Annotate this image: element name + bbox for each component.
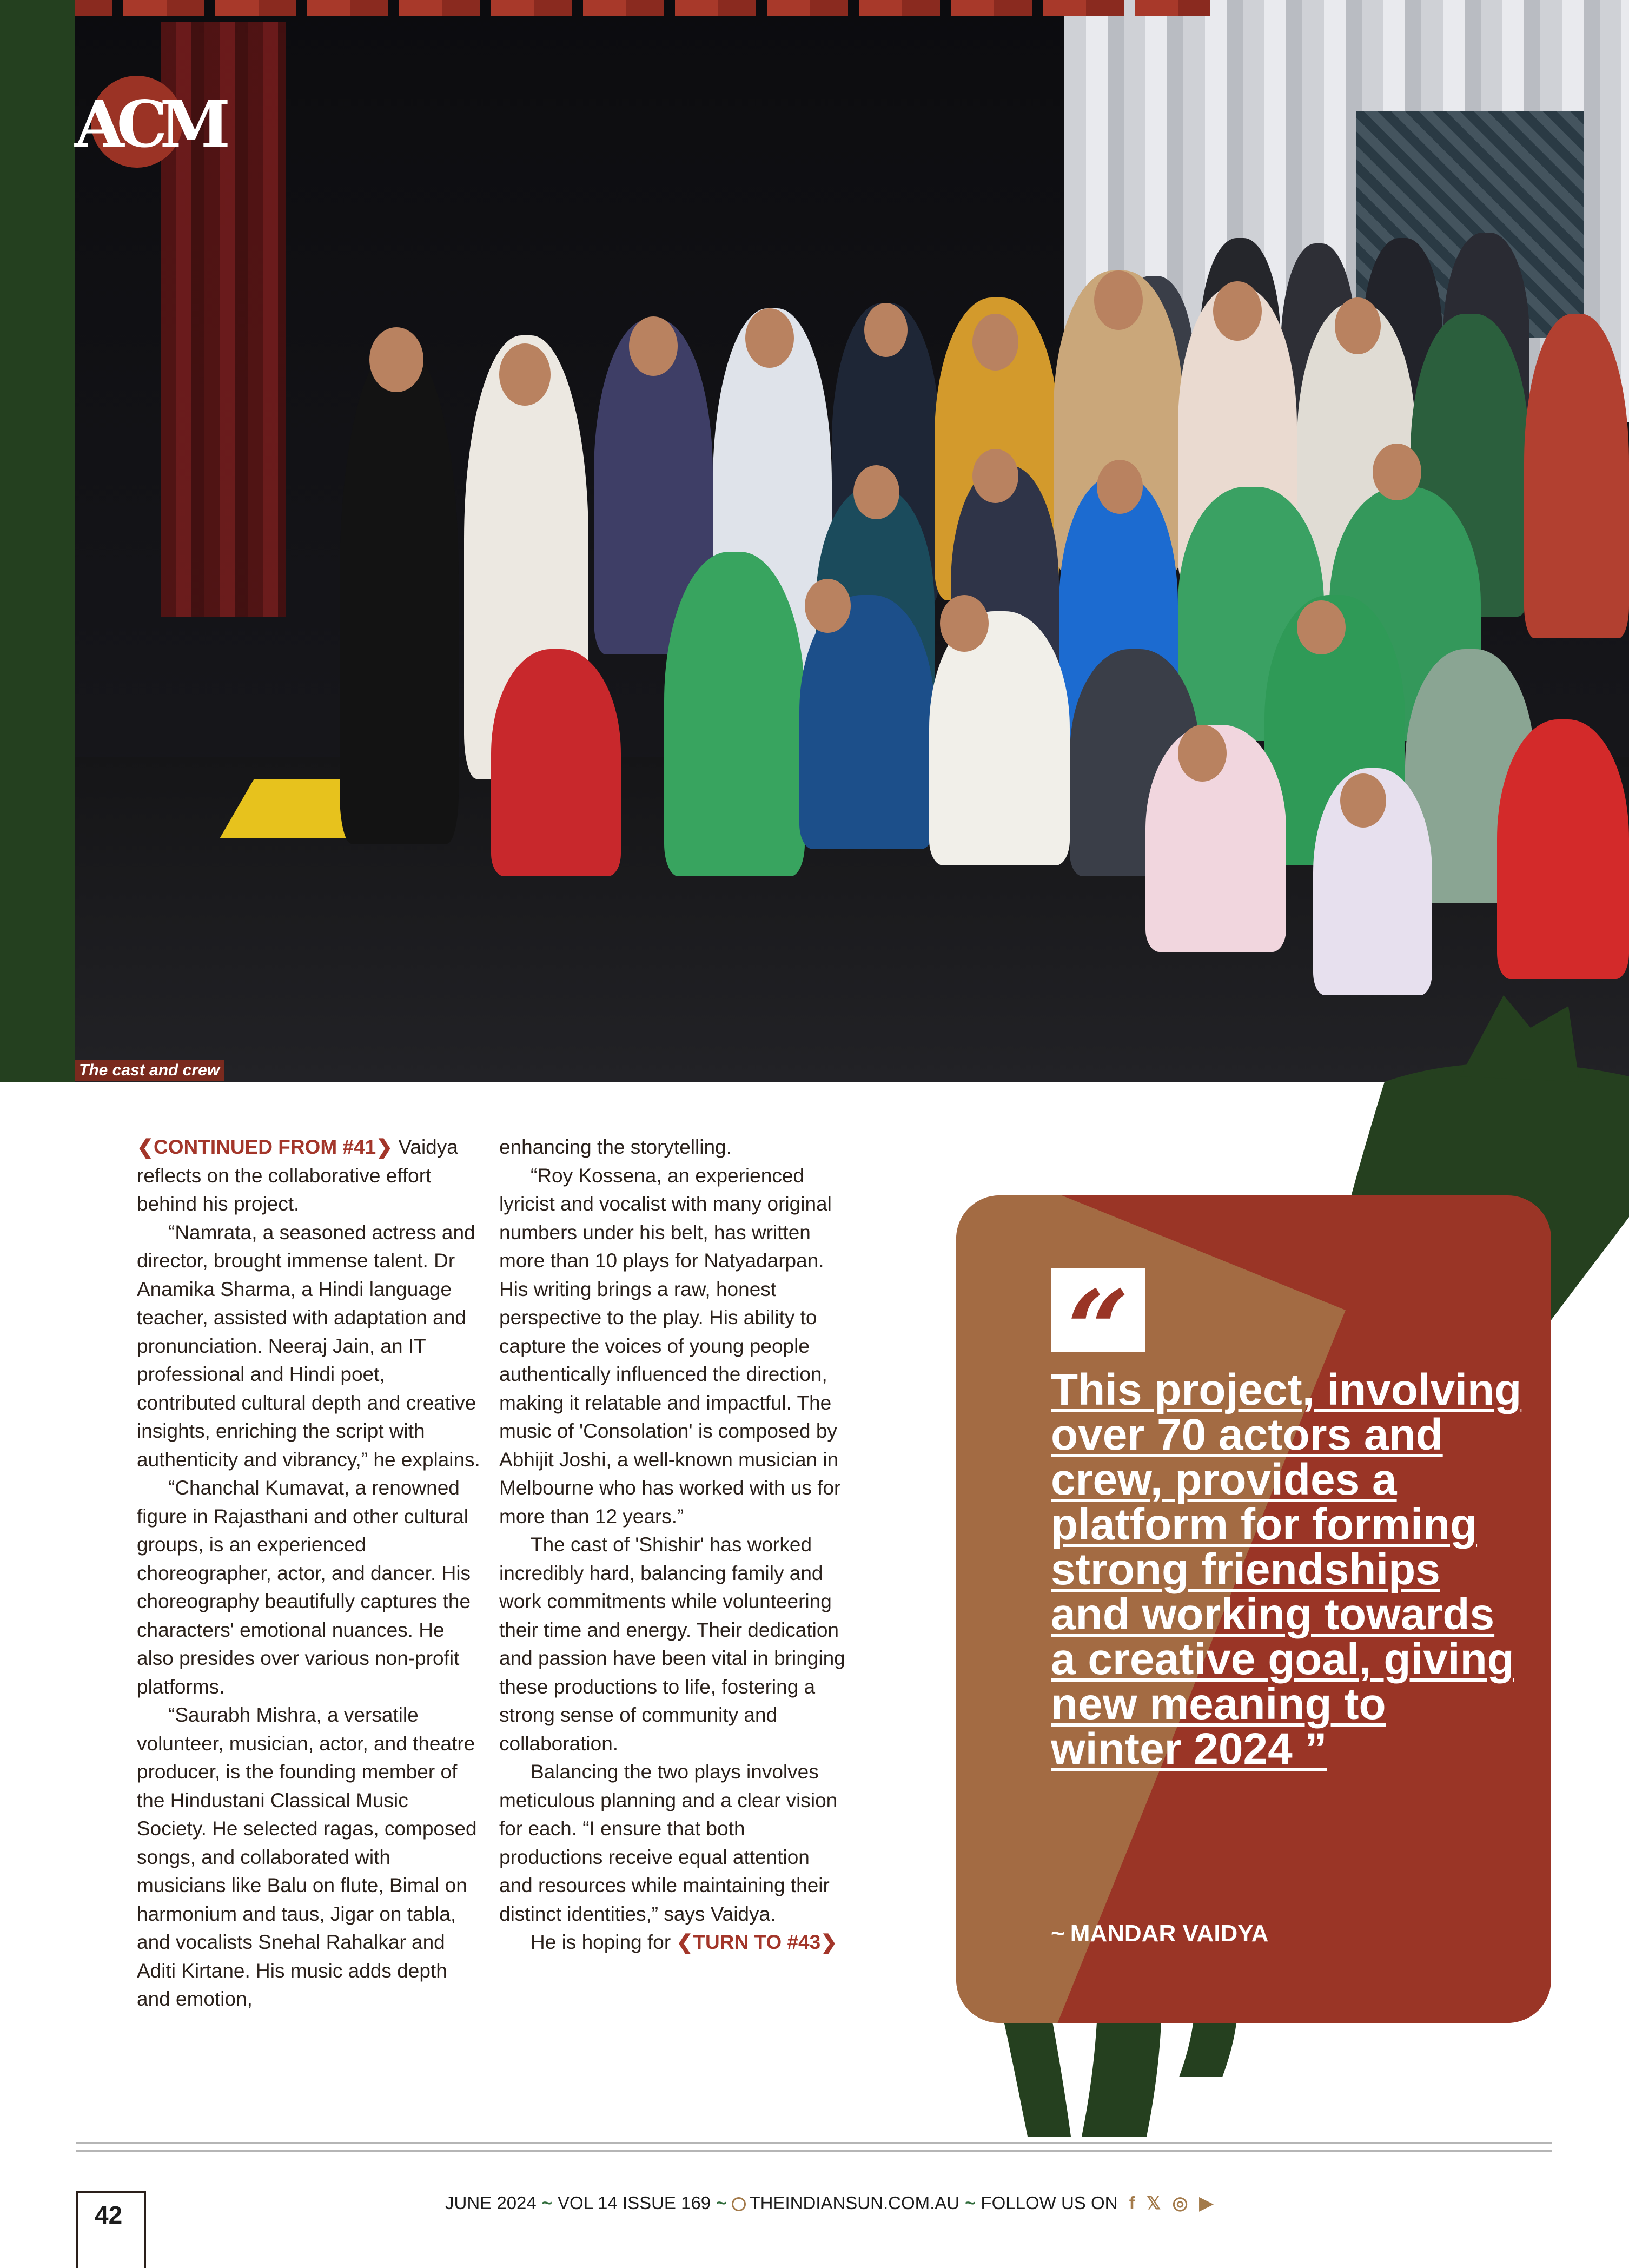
article-column-2 xyxy=(499,1133,845,1957)
squiggle-icon: ~ xyxy=(965,2193,976,2213)
page-number: 42 xyxy=(95,2201,123,2229)
turn-to-ref[interactable]: ❮TURN TO #43❯ xyxy=(676,1931,838,1953)
pull-quote-box xyxy=(956,1195,1551,2023)
x-icon[interactable]: 𝕏 xyxy=(1146,2193,1161,2213)
article-paragraph: “Chanchal Kumavat, a renowned figure in Rajasthani and other cultural groups, is an experienced choreographer, actor, and dancer. His choreography beautifully captures the characters' emotional nuances. He also presides over various non-profit platforms. xyxy=(137,1477,471,1698)
article-paragraph: Balancing the two plays involves meticulous planning and a clear vision for each. “I ensure that both productions receive equal attention and resources while maintaining their distinct identities,” says Vaidya. xyxy=(499,1761,838,1925)
globe-icon xyxy=(732,2197,746,2211)
quote-mark-icon: “ xyxy=(1051,1268,1145,1352)
continued-from-ref[interactable]: ❮CONTINUED FROM #41❯ xyxy=(137,1136,393,1158)
footer-date: JUNE 2024 xyxy=(445,2193,537,2213)
article-paragraph: He is hoping for ❮TURN TO #43❯ xyxy=(531,1931,838,1953)
footer-follow: FOLLOW US ON xyxy=(981,2193,1118,2213)
article-paragraph: ❮CONTINUED FROM #41❯ Vaidya reflects on the collaborative effort behind his project. xyxy=(137,1136,458,1215)
facebook-icon[interactable]: f xyxy=(1129,2193,1135,2213)
pull-quote-text: This project, involving over 70 actors and crew, provides a platform for forming strong friendships and working towards a creative goal, giving new meaning to winter 2024 ” xyxy=(1051,1365,1522,1774)
article-paragraph: “Roy Kossena, an experienced lyricist and vocalist with many original numbers under his belt, has written more than 10 plays for Natyadarpan. His writing brings a raw, honest perspective to the play. His ability to capture the voices of young people authentically influenced the direction, making it relatable and impactful. The music of 'Consolation' is composed by Abhijit Joshi, a well-known musician in Melbourne who has worked with us for more than 12 years.” xyxy=(499,1164,841,1528)
squiggle-icon: ~ xyxy=(1051,1920,1065,1947)
footer-issue: VOL 14 ISSUE 169 xyxy=(558,2193,711,2213)
article-paragraph: enhancing the storytelling. xyxy=(499,1136,732,1158)
instagram-icon[interactable]: ◎ xyxy=(1172,2193,1188,2213)
photo-caption: The cast and crew xyxy=(75,1060,224,1081)
squiggle-icon: ~ xyxy=(716,2193,727,2213)
article-paragraph: “Namrata, a seasoned actress and director, brought immense talent. Dr Anamika Sharma, a Hindi language teacher, assisted with adaptation and pronunciation. Neeraj Jain, an IT professional and Hindi poet, contributed cultural depth and creative insights, enriching the script with authenticity and vibrancy,” he explains. xyxy=(137,1221,480,1471)
footer-rule xyxy=(76,2150,1552,2152)
footer-rule xyxy=(76,2142,1552,2144)
article-paragraph: The cast of 'Shishir' has worked incredibly hard, balancing family and work commitments while volunteering their time and energy. Their dedication and passion have been vital in bringing these productions to life, fostering a strong sense of community and collaboration. xyxy=(499,1533,845,1755)
article-paragraph: “Saurabh Mishra, a versatile volunteer, musician, actor, and theatre producer, is the founding member of the Hindustani Classical Music Society. He selected ragas, composed songs, and collaborated with musicians like Balu on flute, Bimal on harmonium and taus, Jigar on tabla, and vocalists Snehal Rahalkar and Aditi Kirtane. His music adds depth and emotion, xyxy=(137,1704,477,2010)
pull-quote-author: ~ MANDAR VAIDYA xyxy=(1051,1920,1269,1947)
acm-logo-text: ACM xyxy=(75,87,223,162)
youtube-icon[interactable]: ▶ xyxy=(1199,2193,1213,2213)
footer-website[interactable]: THEINDIANSUN.COM.AU xyxy=(749,2193,960,2213)
squiggle-icon: ~ xyxy=(541,2193,553,2213)
footer-info xyxy=(445,2192,1213,2213)
article-column-1 xyxy=(137,1133,483,2014)
